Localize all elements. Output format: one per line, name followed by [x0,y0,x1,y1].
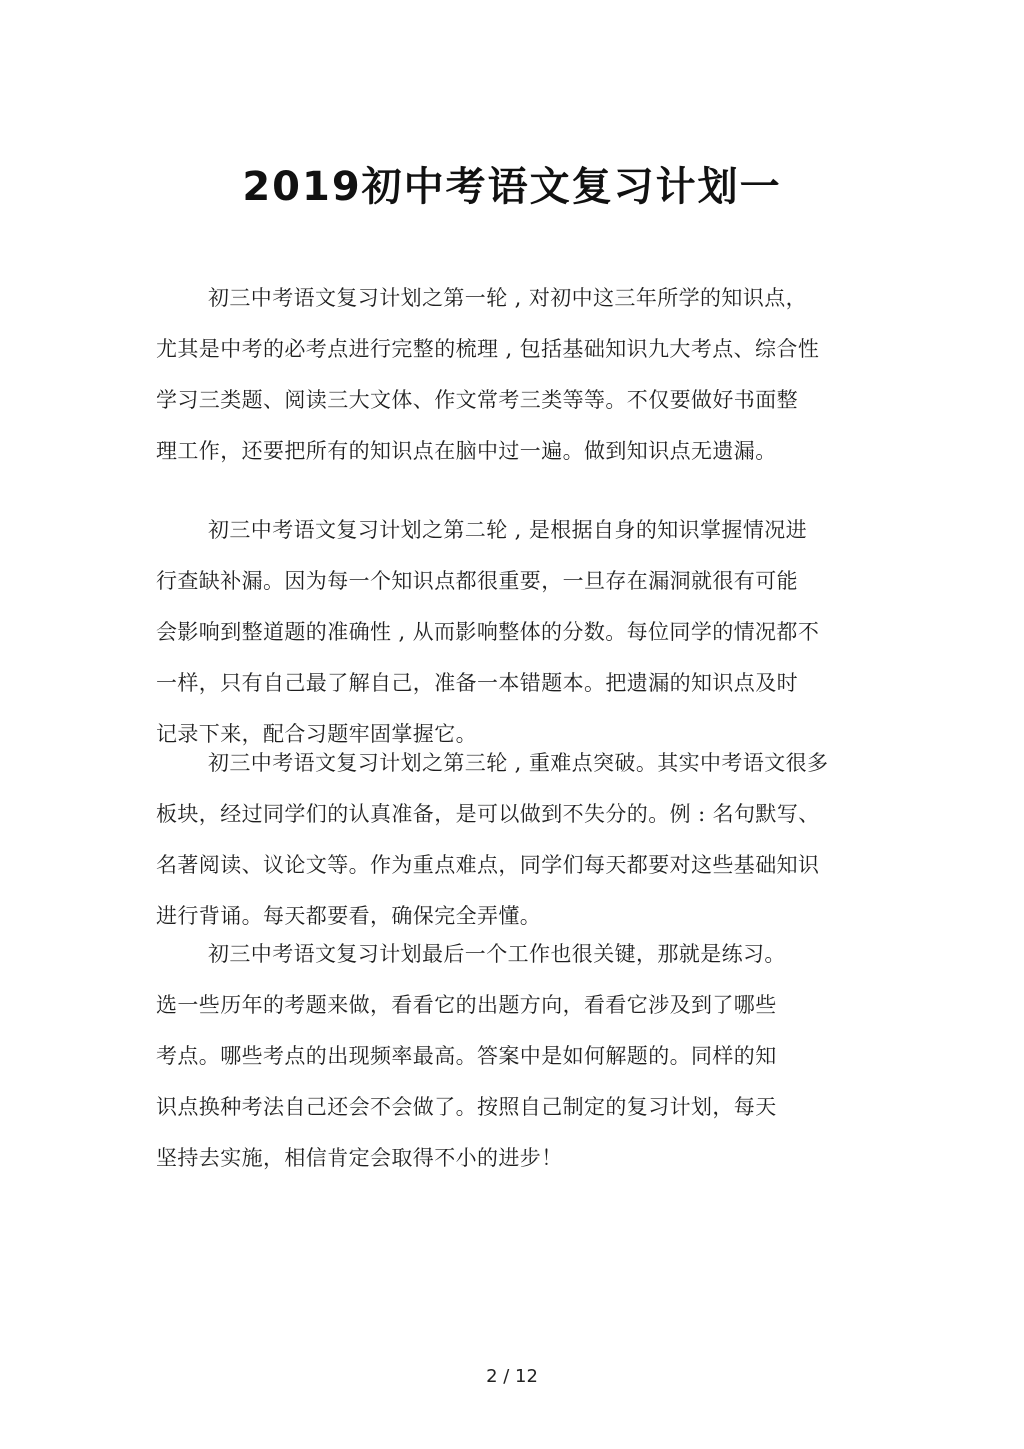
paragraph-line: 名著阅读、议论文等。作为重点难点，同学们每天都要对这些基础知识 [156,853,820,877]
page-title: 2019初中考语文复习计划一 [242,163,782,210]
paragraph-2 [156,505,856,760]
page-number: 2 / 12 [486,1366,538,1387]
paragraph-line: 板块，经过同学们的认真准备，是可以做到不失分的。例 : 名句默写、 [156,802,820,826]
paragraph-line: 识点换种考法自己还会不会做了。按照自己制定的复习计划，每天 [156,1095,777,1119]
paragraph-line: 行查缺补漏。因为每一个知识点都很重要，一旦存在漏洞就很有可能 [156,569,798,593]
paragraph-line: 一样，只有自己最了解自己，准备一本错题本。把遗漏的知识点及时 [156,671,798,695]
paragraph-line: 会影响到整道题的准确性 , 从而影响整体的分数。每位同学的情况都不 [156,620,820,644]
paragraph-3 [156,738,856,942]
paragraph-line: 理工作，还要把所有的知识点在脑中过一遍。做到知识点无遗漏。 [156,439,777,463]
paragraph-line: 进行背诵。每天都要看，确保完全弄懂。 [156,904,542,928]
paragraph-line: 初三中考语文复习计划之第二轮 , 是根据自身的知识掌握情况进 [208,518,808,542]
paragraph-line: 坚持去实施，相信肯定会取得不小的进步！ [156,1146,563,1170]
paragraph-line: 初三中考语文复习计划之第一轮 , 对初中这三年所学的知识点， [208,286,808,310]
paragraph-line: 初三中考语文复习计划之第三轮 , 重难点突破。其实中考语文很多 [208,751,829,775]
paragraph-line: 选一些历年的考题来做，看看它的出题方向，看看它涉及到了哪些 [156,993,777,1017]
paragraph-line: 尤其是中考的必考点进行完整的梳理 , 包括基础知识九大考点、综合性 [156,337,820,361]
paragraph-4 [156,929,856,1184]
paragraph-line: 初三中考语文复习计划最后一个工作也很关键，那就是练习。 [208,942,786,966]
paragraph-line: 考点。哪些考点的出现频率最高。答案中是如何解题的。同样的知 [156,1044,777,1068]
paragraph-line: 记录下来，配合习题牢固掌握它。 [156,722,477,746]
paragraph-1 [156,273,856,477]
paragraph-line: 学习三类题、阅读三大文体、作文常考三类等等。不仅要做好书面整 [156,388,798,412]
